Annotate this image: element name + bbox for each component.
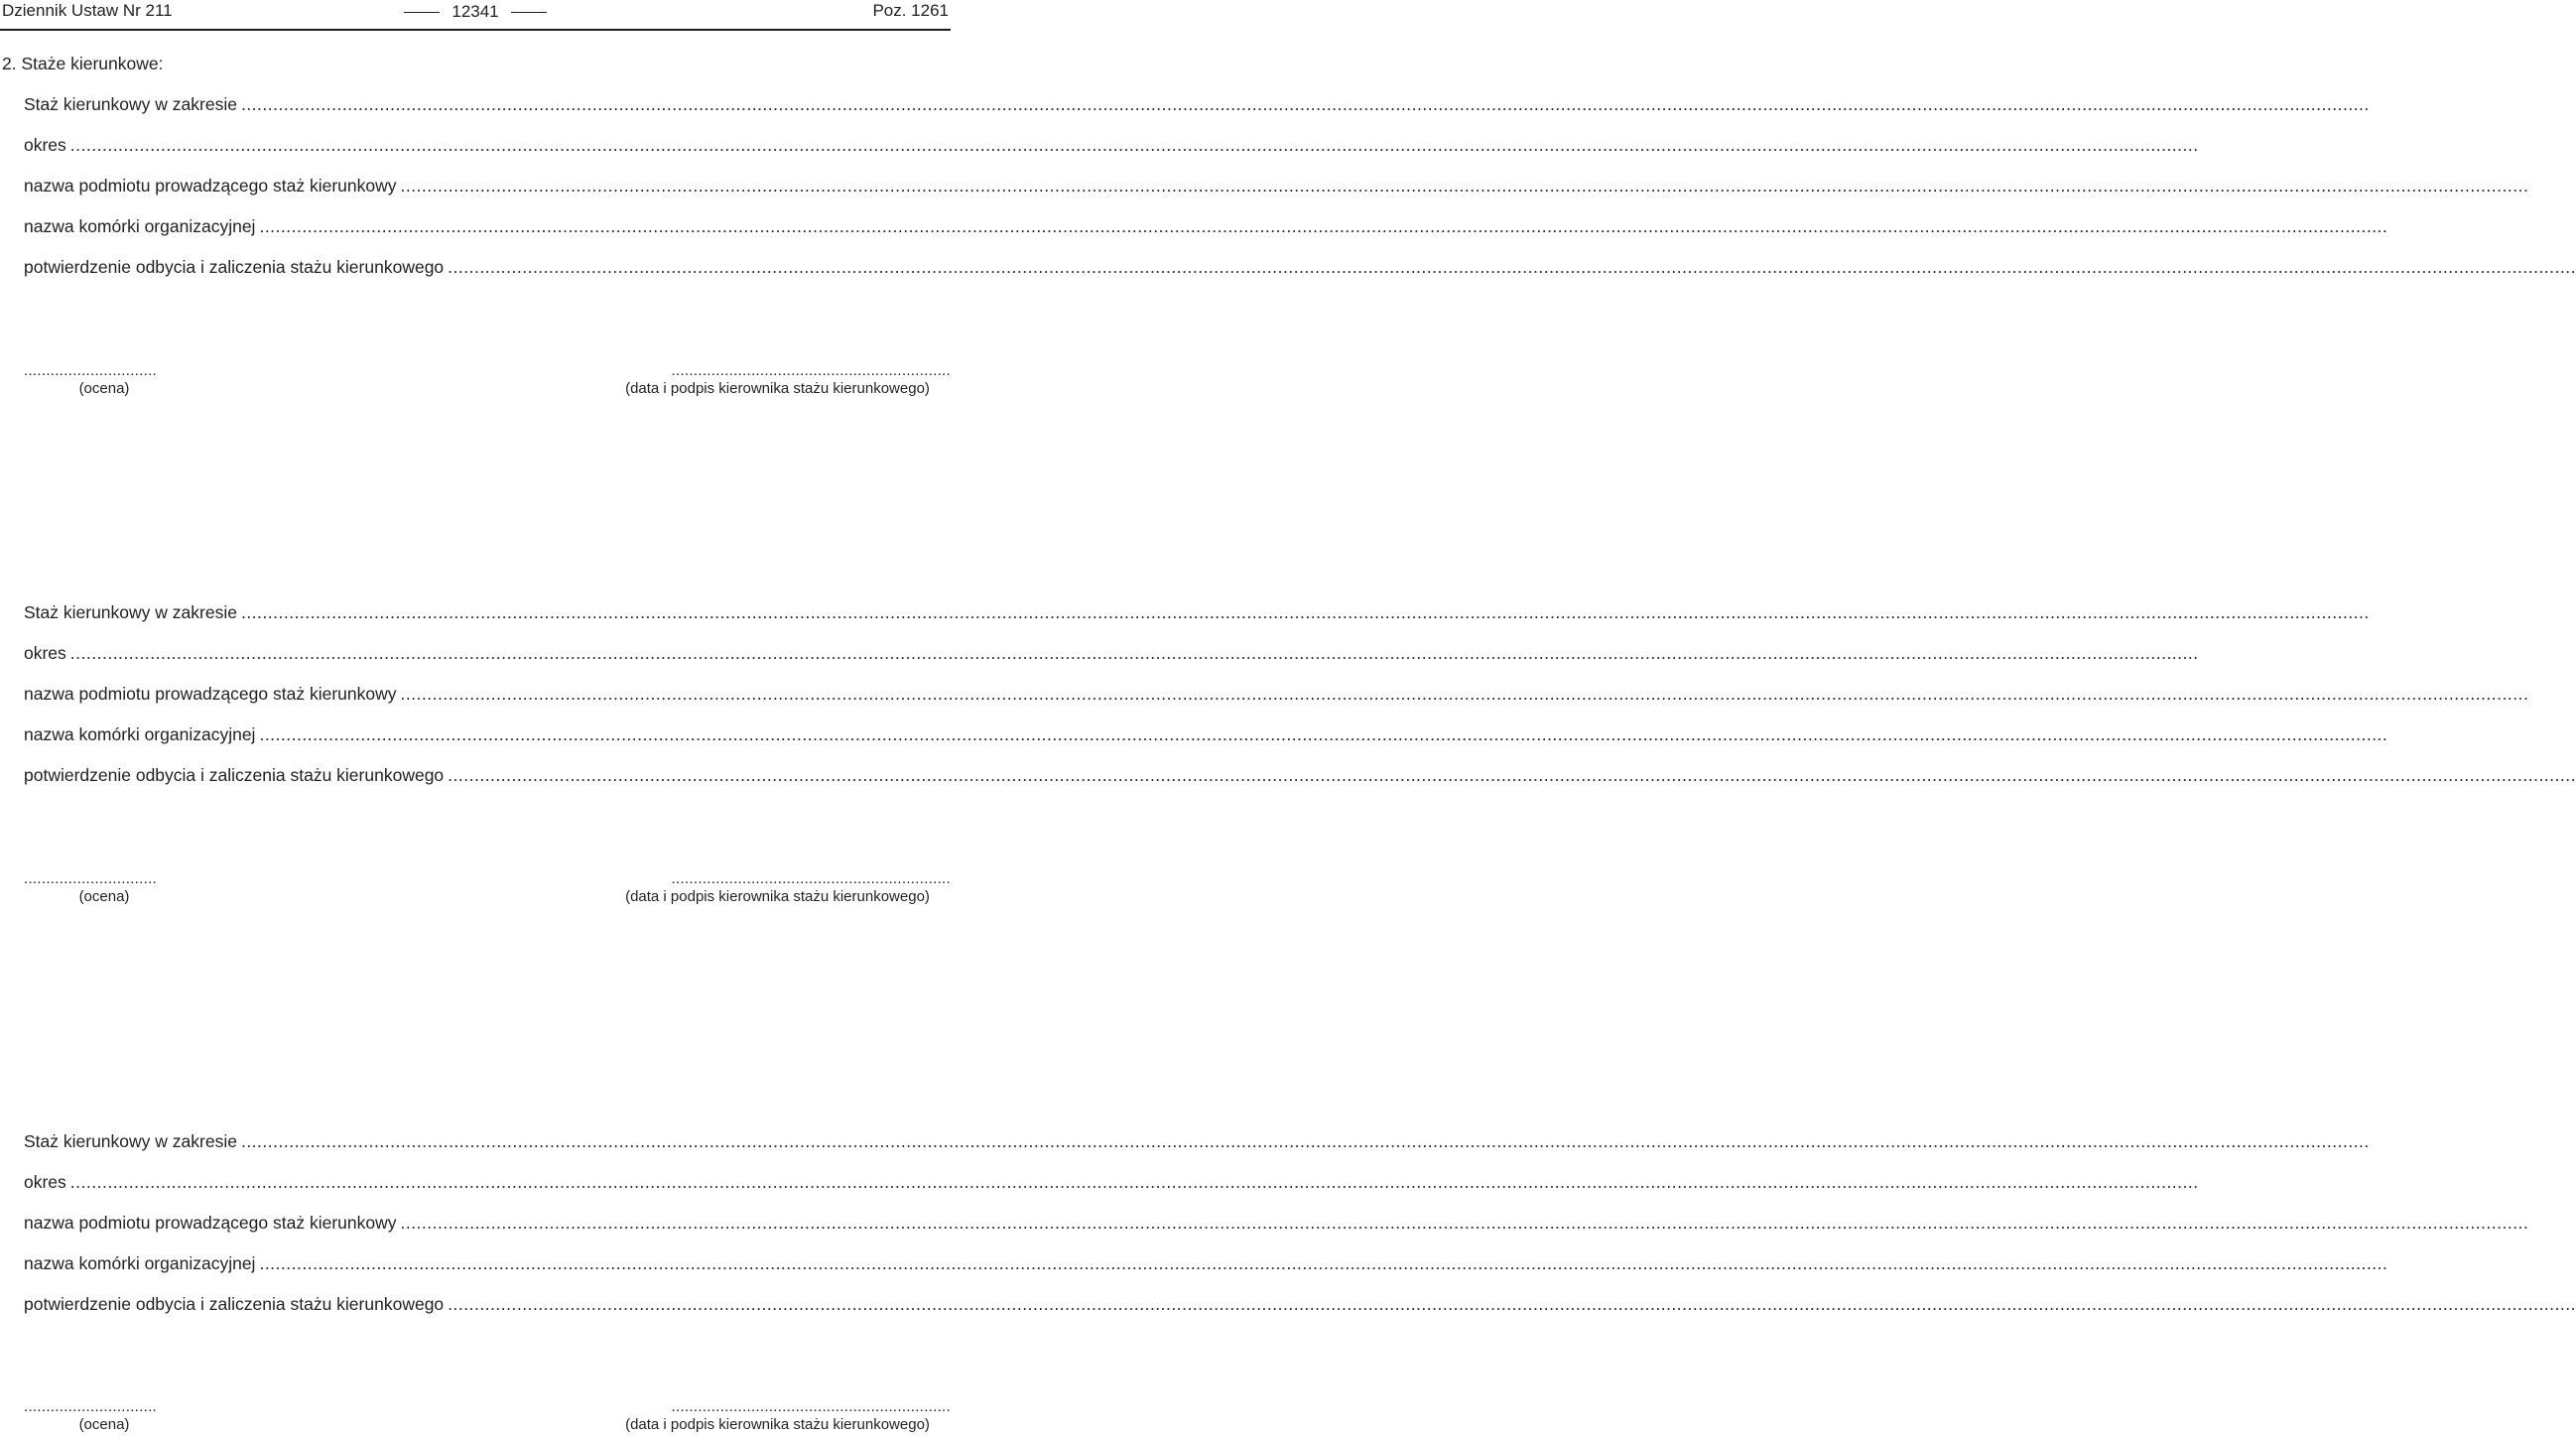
grade-signature[interactable]	[24, 363, 185, 400]
signature-caption: (data i podpis kierownika stażu kierunkowego)	[625, 1416, 930, 1433]
grade-caption: (ocena)	[78, 1416, 130, 1433]
grade-caption: (ocena)	[78, 380, 130, 397]
grade-signature[interactable]	[24, 1399, 185, 1436]
grade-line[interactable]: ..............................	[24, 1398, 158, 1415]
field-label: nazwa komórki organizacyjnej	[24, 216, 256, 236]
supervisor-signature[interactable]	[604, 871, 951, 908]
field-label: nazwa podmiotu prowadzącego staż kierunkowy	[24, 1213, 397, 1233]
field-entity-name[interactable]	[24, 684, 2529, 724]
fill-line[interactable]: ................................................................................................................................................................................................................................................................................................................................................................................................................	[259, 724, 2388, 744]
field-scope[interactable]	[24, 602, 2370, 643]
field-label: potwierdzenie odbycia i zaliczenia stażu kierunkowego	[24, 257, 445, 277]
fill-line[interactable]: ................................................................................................................................................................................................................................................................................................................................................................................................................	[240, 94, 2370, 114]
fill-line[interactable]: ................................................................................................................................................................................................................................................................................................................................................................................................................	[69, 135, 2199, 155]
grade-caption: (ocena)	[78, 888, 130, 905]
field-label: Staż kierunkowy w zakresie	[24, 602, 237, 622]
signature-line[interactable]: ...............................................................	[671, 870, 951, 887]
fill-line[interactable]: ................................................................................................................................................................................................................................................................................................................................................................................................................	[240, 602, 2370, 622]
field-period[interactable]	[24, 643, 2199, 684]
field-label: Staż kierunkowy w zakresie	[24, 94, 237, 114]
dash-right	[511, 12, 547, 13]
internship-block-1	[24, 94, 2576, 298]
supervisor-signature[interactable]	[604, 1399, 951, 1436]
signature-caption: (data i podpis kierownika stażu kierunkowego)	[625, 380, 930, 397]
fill-line[interactable]: ................................................................................................................................................................................................................................................................................................................................................................................................................	[259, 216, 2388, 236]
field-label: Staż kierunkowy w zakresie	[24, 1131, 237, 1151]
field-label: nazwa komórki organizacyjnej	[24, 1253, 256, 1273]
internship-block-2	[24, 602, 2576, 806]
fill-line[interactable]: ................................................................................................................................................................................................................................................................................................................................................................................................................	[69, 643, 2199, 663]
field-scope[interactable]	[24, 1131, 2370, 1172]
grade-line[interactable]: ..............................	[24, 362, 158, 379]
page-number	[0, 1, 951, 21]
grade-signature[interactable]	[24, 871, 185, 908]
page-header	[0, 0, 951, 31]
field-confirmation[interactable]	[24, 1294, 2576, 1335]
fill-line[interactable]: ................................................................................................................................................................................................................................................................................................................................................................................................................	[448, 765, 2576, 785]
page-number-text: 12341	[451, 2, 499, 21]
field-confirmation[interactable]	[24, 765, 2576, 806]
field-entity-name[interactable]	[24, 1213, 2529, 1253]
field-label: nazwa podmiotu prowadzącego staż kierunkowy	[24, 684, 397, 704]
fill-line[interactable]: ................................................................................................................................................................................................................................................................................................................................................................................................................	[259, 1253, 2388, 1273]
field-label: okres	[24, 135, 66, 155]
field-label: okres	[24, 643, 66, 663]
field-label: okres	[24, 1172, 66, 1192]
field-confirmation[interactable]	[24, 257, 2576, 298]
signature-line[interactable]: ...............................................................	[671, 362, 951, 379]
field-unit-name[interactable]	[24, 1253, 2388, 1294]
fill-line[interactable]: ................................................................................................................................................................................................................................................................................................................................................................................................................	[240, 1131, 2370, 1151]
grade-line[interactable]: ..............................	[24, 870, 158, 887]
fill-line[interactable]: ................................................................................................................................................................................................................................................................................................................................................................................................................	[69, 1172, 2199, 1192]
field-period[interactable]	[24, 135, 2199, 176]
journal-title: Dziennik Ustaw Nr 211	[2, 1, 173, 20]
signature-line[interactable]: ...............................................................	[671, 1398, 951, 1415]
field-label: potwierdzenie odbycia i zaliczenia stażu kierunkowego	[24, 765, 445, 785]
fill-line[interactable]: ................................................................................................................................................................................................................................................................................................................................................................................................................	[448, 1294, 2576, 1314]
supervisor-signature[interactable]	[604, 363, 951, 400]
fill-line[interactable]: ................................................................................................................................................................................................................................................................................................................................................................................................................	[400, 176, 2529, 196]
field-scope[interactable]	[24, 94, 2370, 135]
internship-block-3	[24, 1131, 2576, 1335]
field-label: nazwa komórki organizacyjnej	[24, 724, 256, 744]
fill-line[interactable]: ................................................................................................................................................................................................................................................................................................................................................................................................................	[400, 684, 2529, 704]
field-label: nazwa podmiotu prowadzącego staż kierunkowy	[24, 176, 397, 196]
fill-line[interactable]: ................................................................................................................................................................................................................................................................................................................................................................................................................	[448, 257, 2576, 277]
section-title: 2. Staże kierunkowe:	[2, 54, 164, 73]
field-period[interactable]	[24, 1172, 2199, 1213]
signature-caption: (data i podpis kierownika stażu kierunkowego)	[625, 888, 930, 905]
field-unit-name[interactable]	[24, 216, 2388, 257]
field-unit-name[interactable]	[24, 724, 2388, 765]
fill-line[interactable]: ................................................................................................................................................................................................................................................................................................................................................................................................................	[400, 1213, 2529, 1233]
field-label: potwierdzenie odbycia i zaliczenia stażu kierunkowego	[24, 1294, 445, 1314]
field-entity-name[interactable]	[24, 176, 2529, 216]
position-number: Poz. 1261	[872, 1, 949, 20]
dash-left	[404, 12, 440, 13]
